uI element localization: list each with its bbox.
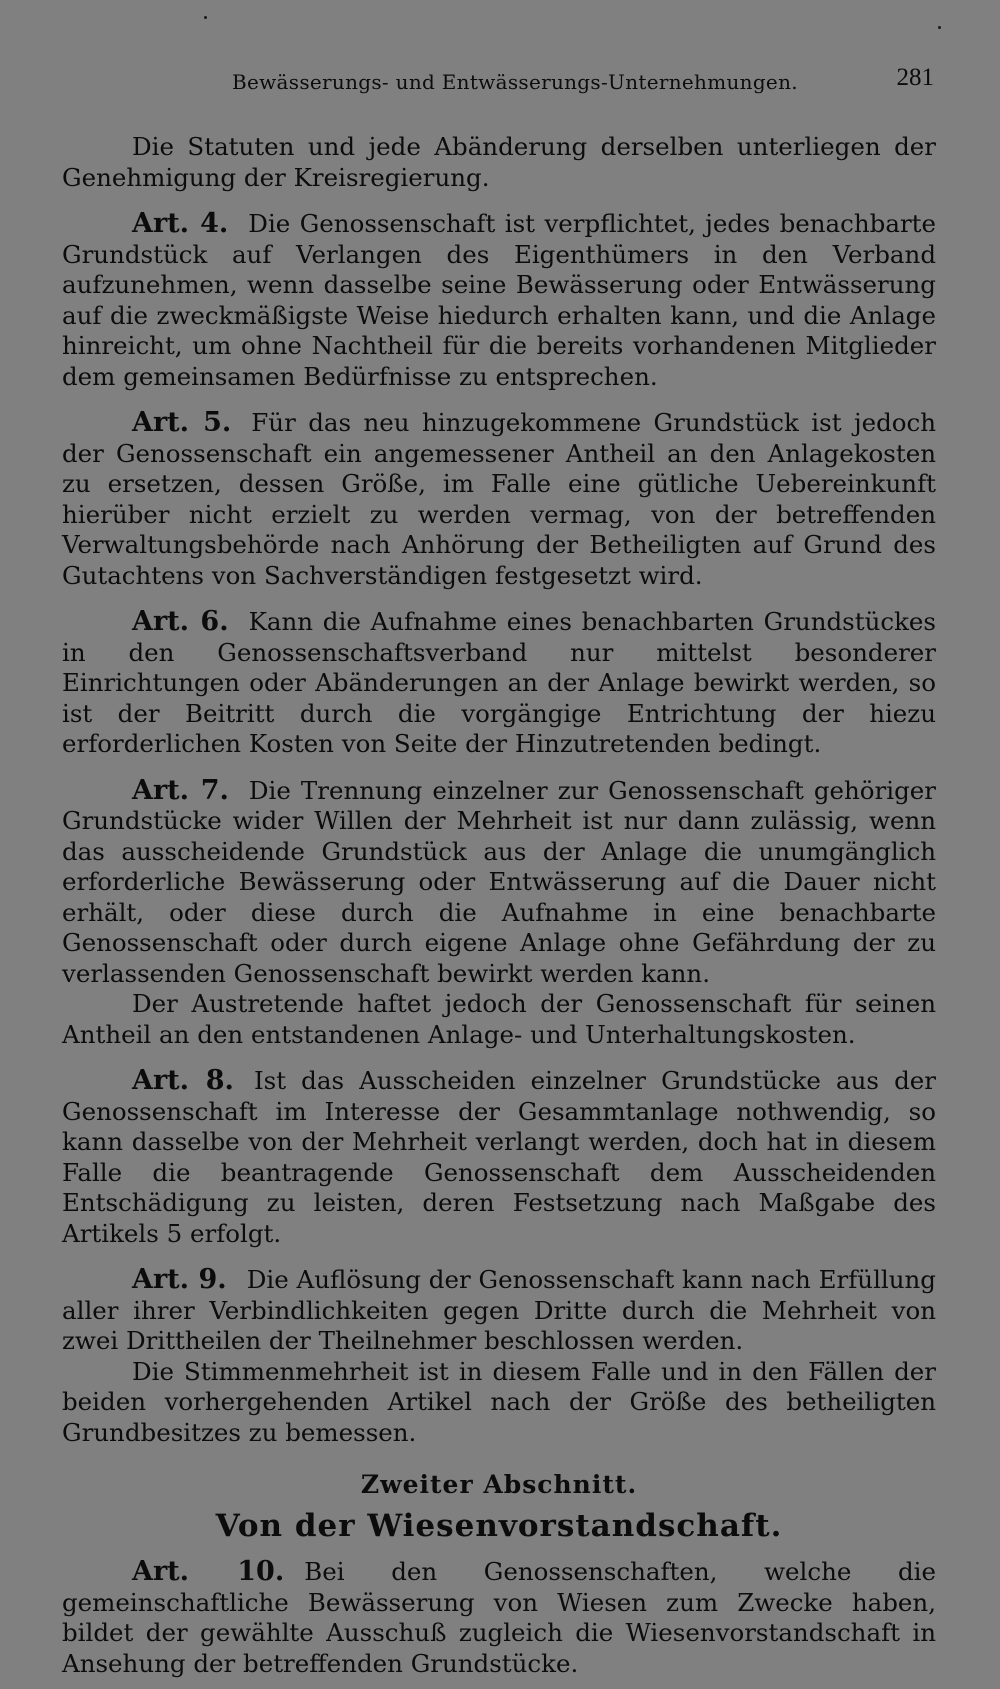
article-6 [62, 607, 936, 760]
article-7-continuation [62, 989, 936, 1050]
section-heading: Zweiter Abschnitt. [360, 1470, 638, 1499]
article-label: Art. 4. [132, 208, 229, 239]
article-label: Art. 5. [132, 407, 232, 438]
article-text: Kann die Aufnahme eines benachbarten Grundstückes in den Genossenschaftsverband nur mittelst besonderer Einrichtungen oder Abänderungen an der Anlage bewirkt werden, so ist der Beitritt durch die vorgängige Entrichtung der hiezu erforderlichen Kosten von Seite der Hinzutretenden bedingt. [62, 607, 936, 758]
article-9-continuation [62, 1357, 936, 1449]
ink-speck [204, 16, 207, 19]
paragraph-text: Die Statuten und jede Abänderung derselben unterliegen der Genehmigung der Kreisregierung. [62, 132, 936, 192]
page-body [62, 132, 936, 1679]
section-title: Von der Wiesenvorstandschaft. [215, 1507, 783, 1544]
article-text: Die Auflösung der Genossenschaft kann nach Erfüllung aller ihrer Verbindlichkeiten gegen Dritte durch die Mehrheit von zwei Drittheilen der Theilnehmer beschlossen werden. [62, 1265, 936, 1355]
article-7 [62, 776, 936, 990]
article-text: Bei den Genossenschaften, welche die gemeinschaftliche Bewässerung von Wiesen zum Zwecke haben, bildet der gewählte Ausschuß zugleich die Wiesenvorstandschaft in Ansehung der betreffenden Grundstücke. [62, 1557, 936, 1678]
article-label: Art. 10. [132, 1556, 285, 1587]
running-head: Bewässerungs- und Entwässerungs-Unternehmungen. [232, 70, 798, 94]
article-label: Art. 8. [132, 1065, 234, 1096]
article-label: Art. 7. [132, 774, 229, 806]
paragraph-statutes [62, 132, 936, 193]
article-text: Die Trennung einzelner zur Genossenschaft gehöriger Grundstücke wider Willen der Mehrheit ist nur dann zulässig, wenn das ausscheidende Grundstück aus der Anlage die unumgänglich erforderliche Bewässerung oder Entwässerung auf die Dauer nicht erhält, oder diese durch die Aufnahme in eine benachbarte Genossenschaft oder durch eigene Anlage ohne Gefährdung der zu verlassenden Genossenschaft bewirkt werden kann. [62, 775, 936, 988]
article-9 [62, 1265, 936, 1357]
page-header [232, 64, 934, 98]
article-4 [62, 209, 936, 392]
paragraph-text: Die Stimmenmehrheit ist in diesem Falle und in den Fällen der beiden vorhergehenden Artikel nach der Größe des betheiligten Grundbesitzes zu bemessen. [62, 1356, 936, 1447]
article-label: Art. 6. [132, 606, 229, 637]
paragraph-text: Der Austretende haftet jedoch der Genossenschaft für seinen Antheil an den entstandenen Anlage- und Unterhaltungskosten. [62, 989, 936, 1049]
article-label: Art. 9. [132, 1264, 227, 1295]
page-number: 281 [896, 64, 934, 91]
article-8 [62, 1066, 936, 1249]
article-text: Die Genossenschaft ist verpflichtet, jedes benachbarte Grundstück auf Verlangen des Eigenthümers in den Verband aufzunehmen, wenn dasselbe seine Bewässerung oder Entwässerung auf die zweckmäßigste Weise hiedurch erhalten kann, und die Anlage hinreicht, um ohne Nachtheil für die bereits vorhandenen Mitglieder dem gemeinsamen Bedürfnisse zu entsprechen. [62, 209, 936, 391]
article-text: Ist das Ausscheiden einzelner Grundstücke aus der Genossenschaft im Interesse der Gesammtanlage nothwendig, so kann dasselbe von der Mehrheit verlangt werden, doch hat in diesem Falle die beantragende Genossenschaft dem Ausscheidenden Entschädigung zu leisten, deren Festsetzung nach Maßgabe des Artikels 5 erfolgt. [62, 1066, 936, 1248]
ink-speck [938, 26, 941, 29]
article-10 [62, 1557, 936, 1679]
article-5 [62, 408, 936, 591]
article-text: Für das neu hinzugekommene Grundstück ist jedoch der Genossenschaft ein angemessener Antheil an den Anlagekosten zu ersetzen, dessen Größe, im Falle eine gütliche Uebereinkunft hierüber nicht erzielt zu werden vermag, von der betreffenden Verwaltungsbehörde nach Anhörung der Betheiligten auf Grund des Gutachtens von Sachverständigen festgesetzt wird. [62, 408, 937, 590]
